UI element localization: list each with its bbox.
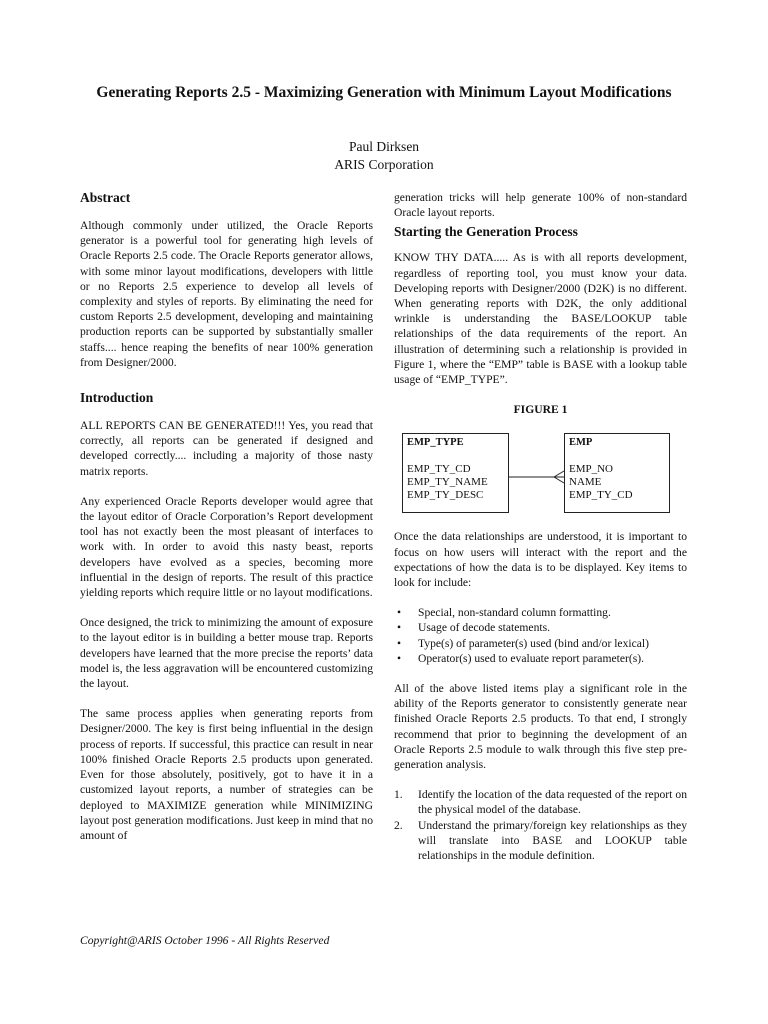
step-number: 1. xyxy=(394,788,403,802)
entity-field: EMP_NO xyxy=(569,462,614,475)
entity-field: NAME xyxy=(569,475,602,488)
entity-field: EMP_TY_NAME xyxy=(407,475,488,488)
relationship-connector xyxy=(394,433,687,517)
step-text: Understand the primary/foreign key relationships as they will translate into BASE and LOOKUP table relationships in the module definition. xyxy=(418,818,687,863)
step-text: Identify the location of the data requested of the report on the physical model of the database. xyxy=(418,788,687,817)
entity-field: EMP_TY_CD xyxy=(407,462,471,475)
abstract-heading: Abstract xyxy=(80,190,131,205)
analysis-steps-list xyxy=(394,787,687,863)
process-paragraph: All of the above listed items play a significant role in the ability of the Reports generator to consistently generate near finished Oracle Reports 2.5 products. To that end, I strongly recommend that prior to beginning the development of an Oracle Reports 2.5 module to walk through this five step pre-generation analysis. xyxy=(394,682,687,772)
intro-paragraph: The same process applies when generating reports from Designer/2000. The key is first being influential in the design process of reports. If successful, this practice can result in near 100% finished Oracle Reports 2.5 products upon generated. Even for those absolutely, positively, got to have it in a customized layout reports, a number of strategies can be deployed to MAXIMIZE generation while MINIMIZING layout post generation modifications. Just keep in mind that no amount of xyxy=(80,707,373,842)
abstract-text: Although commonly under utilized, the Oracle Reports generator is a powerful tool for generating high levels of Oracle Reports 2.5 code. The Oracle Reports generator allows, with some minor layout modifications, developers with little or no Reports 2.5 experience to develop all levels of complexity and styles of reports. By eliminating the need for custom Reports 2.5 development, developing and maintaining production reports can be supported by substantially smaller staffs.... hence reaping the benefits of near 100% generation from Designer/2000. xyxy=(80,219,373,369)
list-item xyxy=(394,818,687,864)
crows-foot-upper xyxy=(554,471,564,477)
author-name: Paul Dirksen xyxy=(348,139,420,154)
left-column xyxy=(80,190,373,858)
list-item: • Special, non-standard column formatting. xyxy=(394,605,687,620)
right-column xyxy=(394,190,687,863)
entity-field: EMP_TY_DESC xyxy=(407,489,484,502)
process-paragraph: KNOW THY DATA..... As is with all reports development, regardless of reporting tool, you must know your data. Developing reports with Designer/2000 (D2K) is no different. When generating reports with D2K, the only additional wrinkle is understanding the BASE/LOOKUP table relationships of the data requirements of the report. An illustration of determining such a relationship is provided in Figure 1, where the “EMP” table is BASE with a lookup table usage of “EMP_TYPE”. xyxy=(394,251,687,387)
list-item: • Type(s) of parameter(s) used (bind and/or lexical) xyxy=(394,636,687,651)
list-item xyxy=(394,787,687,817)
entity-name: EMP xyxy=(569,437,593,449)
step-number: 2. xyxy=(394,818,403,832)
intro-paragraph: Any experienced Oracle Reports developer would agree that the layout editor of Oracle Corporation’s Report development tool has not exactly been the most pleasant of interfaces to work with. In order to avoid this nasty beast, reports developers have evolved as a species, becoming more influential in the design of reports. The result of this practice yielding reports which require little or no layout modifications. xyxy=(80,494,373,600)
process-heading: Starting the Generation Process xyxy=(394,224,578,240)
entity-field: EMP_TY_CD xyxy=(569,489,633,502)
list-item: • Usage of decode statements. xyxy=(394,620,687,635)
key-items-list xyxy=(394,605,687,666)
list-item: • Operator(s) used to evaluate report parameter(s). xyxy=(394,651,687,666)
er-diagram xyxy=(394,433,687,517)
intro-paragraph: Once designed, the trick to minimizing the amount of exposure to the layout editor is in building a better mouse trap. Reports developers have learned that the more precise the reports’ data model is, the less aggravation will be encountered customizing the layout. xyxy=(80,616,373,691)
author-organization: ARIS Corporation xyxy=(334,157,434,172)
continuation-text: generation tricks will help generate 100% of non-standard Oracle layout reports. xyxy=(394,191,687,220)
crows-foot-lower xyxy=(554,477,564,483)
figure-title: FIGURE 1 xyxy=(513,403,568,417)
paper-title: Generating Reports 2.5 - Maximizing Generation with Minimum Layout Modifications xyxy=(96,84,672,101)
copyright-footer: Copyright@ARIS October 1996 - All Rights Reserved xyxy=(80,934,330,947)
introduction-heading: Introduction xyxy=(80,390,154,406)
entity-name: EMP_TYPE xyxy=(407,437,464,449)
process-paragraph: Once the data relationships are understood, it is important to focus on how users will interact with the report and the expectations of how the data is to be displayed. Key items to look for include: xyxy=(394,530,687,590)
intro-paragraph: ALL REPORTS CAN BE GENERATED!!! Yes, you read that correctly, all reports can be generated if designed and developed correctly.... including a majority of those nasty matrix reports. xyxy=(80,419,373,478)
